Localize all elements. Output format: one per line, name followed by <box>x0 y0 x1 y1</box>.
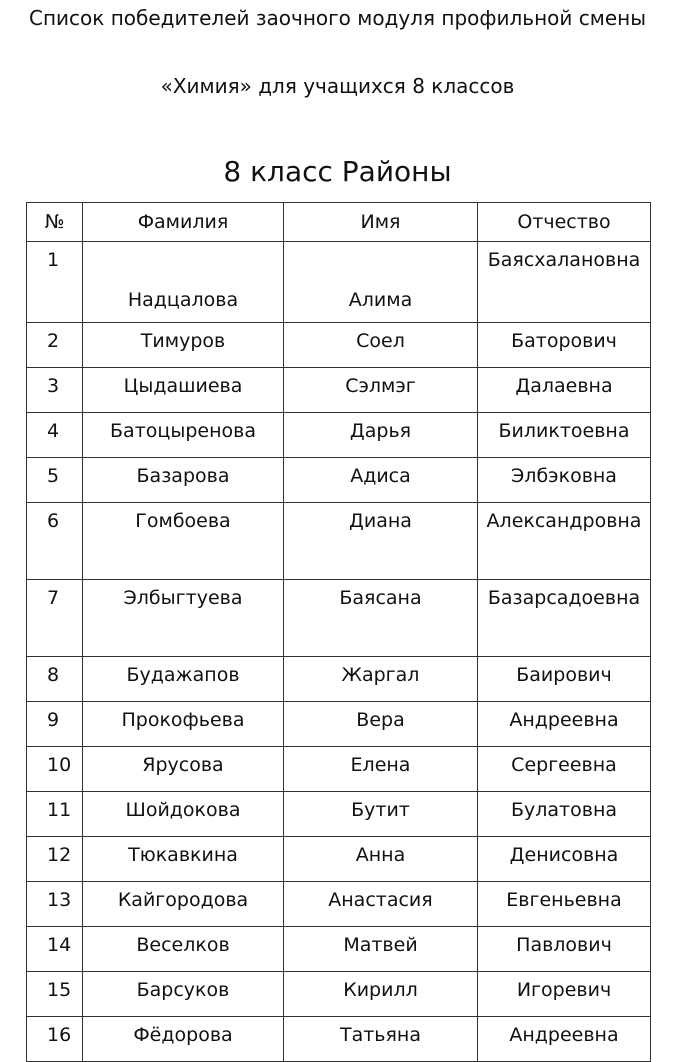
row-surname: Фёдорова <box>83 1017 284 1062</box>
row-number: 1 <box>27 242 83 323</box>
table-row <box>27 972 651 1017</box>
row-number: 9 <box>27 702 83 747</box>
table-row <box>27 368 651 413</box>
row-number: 2 <box>27 323 83 368</box>
row-surname: Веселков <box>83 927 284 972</box>
row-surname: Барсуков <box>83 972 284 1017</box>
table-row <box>27 702 651 747</box>
row-surname: Базарова <box>83 458 284 503</box>
row-name: Анна <box>284 837 478 882</box>
row-surname: Тимуров <box>83 323 284 368</box>
row-name: Дарья <box>284 413 478 458</box>
row-patronymic: Андреевна <box>478 1017 651 1062</box>
row-name: Матвей <box>284 927 478 972</box>
row-number: 12 <box>27 837 83 882</box>
header-name: Имя <box>284 203 478 242</box>
row-surname: Элбыгтуева <box>83 580 284 657</box>
row-patronymic: Игоревич <box>478 972 651 1017</box>
row-patronymic: Александровна <box>478 503 651 580</box>
row-name: Алима <box>284 242 478 323</box>
row-number: 7 <box>27 580 83 657</box>
row-patronymic: Андреевна <box>478 702 651 747</box>
row-name: Диана <box>284 503 478 580</box>
document-title-line2: «Химия» для учащихся 8 классов <box>160 74 515 98</box>
row-patronymic: Денисовна <box>478 837 651 882</box>
table-row <box>27 413 651 458</box>
row-surname: Тюкавкина <box>83 837 284 882</box>
row-surname: Ярусова <box>83 747 284 792</box>
header-patronymic: Отчество <box>478 203 651 242</box>
table-header-row <box>27 203 651 242</box>
table-row <box>27 580 651 657</box>
row-name: Елена <box>284 747 478 792</box>
row-number: 16 <box>27 1017 83 1062</box>
row-surname: Батоцыренова <box>83 413 284 458</box>
row-number: 11 <box>27 792 83 837</box>
row-patronymic: Баторович <box>478 323 651 368</box>
table-row <box>27 927 651 972</box>
row-surname: Шойдокова <box>83 792 284 837</box>
row-number: 13 <box>27 882 83 927</box>
table-row <box>27 837 651 882</box>
row-surname: Цыдашиева <box>83 368 284 413</box>
table-row <box>27 242 651 323</box>
row-number: 14 <box>27 927 83 972</box>
row-patronymic: Павлович <box>478 927 651 972</box>
table-row <box>27 747 651 792</box>
table-row <box>27 323 651 368</box>
row-name: Баясана <box>284 580 478 657</box>
section-heading: 8 класс Районы <box>223 155 452 188</box>
table-row <box>27 458 651 503</box>
row-name: Соел <box>284 323 478 368</box>
document-title-line1: Список победителей заочного модуля профильной смены <box>28 6 646 30</box>
row-surname: Будажапов <box>83 657 284 702</box>
row-patronymic: Биликтоевна <box>478 413 651 458</box>
row-number: 5 <box>27 458 83 503</box>
row-number: 10 <box>27 747 83 792</box>
row-patronymic: Далаевна <box>478 368 651 413</box>
row-number: 15 <box>27 972 83 1017</box>
table-row <box>27 657 651 702</box>
row-number: 8 <box>27 657 83 702</box>
row-surname: Прокофьева <box>83 702 284 747</box>
row-name: Кирилл <box>284 972 478 1017</box>
row-surname: Надцалова <box>83 242 284 323</box>
row-name: Сэлмэг <box>284 368 478 413</box>
row-number: 3 <box>27 368 83 413</box>
winners-table <box>26 202 651 1062</box>
row-surname: Кайгородова <box>83 882 284 927</box>
row-name: Жаргал <box>284 657 478 702</box>
row-name: Адиса <box>284 458 478 503</box>
row-patronymic: Евгеньевна <box>478 882 651 927</box>
row-number: 4 <box>27 413 83 458</box>
row-number: 6 <box>27 503 83 580</box>
header-number: № <box>27 203 83 242</box>
table-row <box>27 882 651 927</box>
row-name: Анастасия <box>284 882 478 927</box>
table-row <box>27 792 651 837</box>
row-name: Татьяна <box>284 1017 478 1062</box>
row-patronymic: Баирович <box>478 657 651 702</box>
row-surname: Гомбоева <box>83 503 284 580</box>
row-patronymic: Элбэковна <box>478 458 651 503</box>
row-patronymic: Базарсадоевна <box>478 580 651 657</box>
row-name: Вера <box>284 702 478 747</box>
row-patronymic: Булатовна <box>478 792 651 837</box>
row-patronymic: Баясхалановна <box>478 242 651 323</box>
row-name: Бутит <box>284 792 478 837</box>
table-row <box>27 1017 651 1062</box>
table-row <box>27 503 651 580</box>
row-patronymic: Сергеевна <box>478 747 651 792</box>
header-surname: Фамилия <box>83 203 284 242</box>
